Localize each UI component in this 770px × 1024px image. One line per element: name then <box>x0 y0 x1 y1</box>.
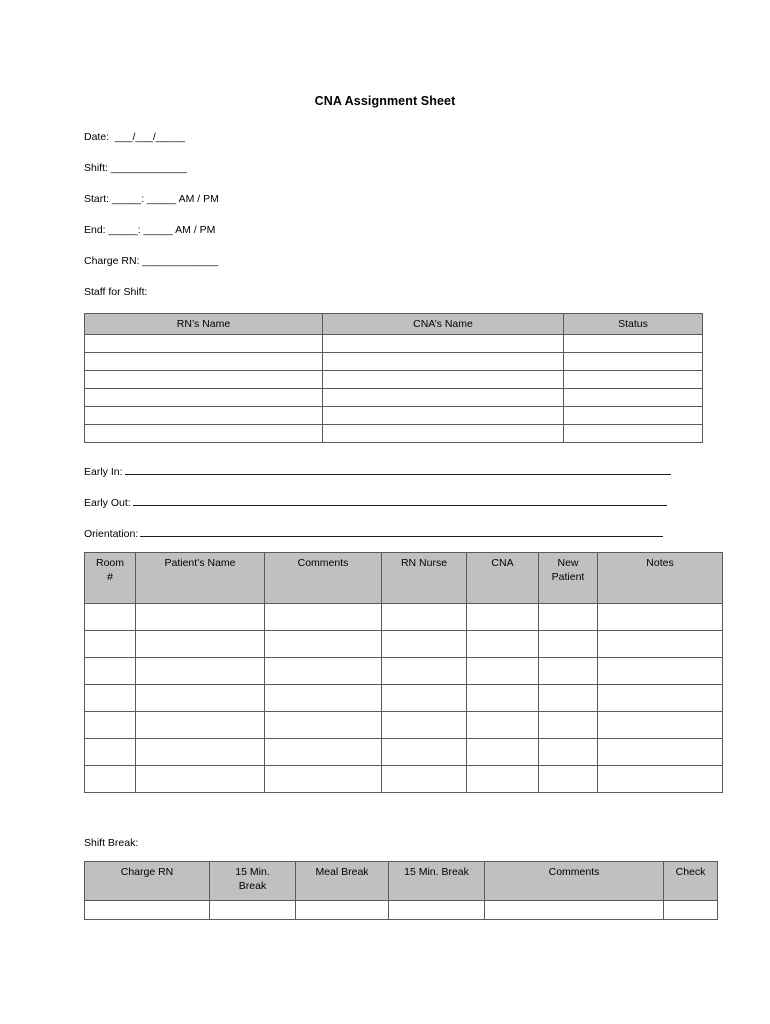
cell-cna-name[interactable] <box>323 335 564 353</box>
cell-comments[interactable] <box>265 739 382 766</box>
column-header-comments: Comments <box>265 553 382 604</box>
staff-for-shift-table <box>84 313 703 443</box>
label-staff-for-shift: Staff for Shift: <box>84 286 148 298</box>
field-charge-rn: Charge RN: _____________ <box>84 255 219 267</box>
field-early-in-label: Early In: <box>84 466 123 478</box>
table-row <box>85 335 703 353</box>
page-title: CNA Assignment Sheet <box>314 94 456 108</box>
cell-rn-nurse[interactable] <box>382 712 467 739</box>
patient-assignment-table <box>84 552 723 793</box>
cell-status[interactable] <box>564 425 703 443</box>
cell-patient-name[interactable] <box>136 712 265 739</box>
cell-cna[interactable] <box>467 739 539 766</box>
table-row <box>85 901 718 920</box>
cell-notes[interactable] <box>598 631 723 658</box>
table-row <box>85 604 723 631</box>
field-early-in <box>84 463 671 479</box>
table-row <box>85 353 703 371</box>
cell-new-patient[interactable] <box>539 739 598 766</box>
field-orientation <box>84 525 663 541</box>
table-row <box>85 407 703 425</box>
cell-meal-break[interactable] <box>296 901 389 920</box>
cell-rn-name[interactable] <box>85 353 323 371</box>
cell-patient-name[interactable] <box>136 631 265 658</box>
table-row <box>85 658 723 685</box>
table-row <box>85 766 723 793</box>
cell-notes[interactable] <box>598 658 723 685</box>
column-header-rn-nurse: RN Nurse <box>382 553 467 604</box>
column-header-status: Status <box>564 314 703 335</box>
cell-new-patient[interactable] <box>539 712 598 739</box>
cell-rn-nurse[interactable] <box>382 658 467 685</box>
cell-rn-name[interactable] <box>85 335 323 353</box>
cell-status[interactable] <box>564 353 703 371</box>
column-header-comments: Comments <box>485 862 664 901</box>
table-row <box>85 685 723 712</box>
column-header-cna-name: CNA’s Name <box>323 314 564 335</box>
cell-patient-name[interactable] <box>136 685 265 712</box>
cell-cna[interactable] <box>467 631 539 658</box>
cell-status[interactable] <box>564 371 703 389</box>
cell-notes[interactable] <box>598 739 723 766</box>
cell-notes[interactable] <box>598 685 723 712</box>
column-header-patient-name: Patient’s Name <box>136 553 265 604</box>
field-early-out <box>84 494 667 510</box>
column-header-room-number: Room # <box>85 553 136 604</box>
cell-patient-name[interactable] <box>136 658 265 685</box>
cell-cna[interactable] <box>467 658 539 685</box>
cell-second-15-min-break[interactable] <box>389 901 485 920</box>
cell-room-number[interactable] <box>85 685 136 712</box>
cell-notes[interactable] <box>598 712 723 739</box>
cell-room-number[interactable] <box>85 766 136 793</box>
cell-rn-nurse[interactable] <box>382 604 467 631</box>
label-shift-break: Shift Break: <box>84 837 139 849</box>
field-early-out-rule[interactable] <box>133 494 667 506</box>
cell-cna[interactable] <box>467 685 539 712</box>
shift-break-table <box>84 861 718 920</box>
column-header-notes: Notes <box>598 553 723 604</box>
cell-new-patient[interactable] <box>539 631 598 658</box>
cell-rn-name[interactable] <box>85 425 323 443</box>
table-header-row <box>85 553 723 604</box>
cell-comments[interactable] <box>265 766 382 793</box>
table-row <box>85 425 703 443</box>
cell-comments[interactable] <box>265 712 382 739</box>
field-date: Date: ___/___/_____ <box>84 131 186 143</box>
cell-status[interactable] <box>564 389 703 407</box>
cell-patient-name[interactable] <box>136 604 265 631</box>
cell-cna[interactable] <box>467 766 539 793</box>
column-header-new-patient: New Patient <box>539 553 598 604</box>
cell-rn-name[interactable] <box>85 371 323 389</box>
field-shift: Shift: _____________ <box>84 162 187 174</box>
cell-comments[interactable] <box>265 631 382 658</box>
cell-new-patient[interactable] <box>539 658 598 685</box>
cell-rn-nurse[interactable] <box>382 685 467 712</box>
table-row <box>85 631 723 658</box>
cell-comments[interactable] <box>265 658 382 685</box>
cell-cna[interactable] <box>467 712 539 739</box>
column-header-rn-name: RN’s Name <box>85 314 323 335</box>
table-row <box>85 389 703 407</box>
cell-comments[interactable] <box>265 685 382 712</box>
cell-room-number[interactable] <box>85 631 136 658</box>
field-early-out-label: Early Out: <box>84 497 131 509</box>
cell-cna-name[interactable] <box>323 425 564 443</box>
field-orientation-label: Orientation: <box>84 528 139 540</box>
cell-status[interactable] <box>564 407 703 425</box>
cell-room-number[interactable] <box>85 739 136 766</box>
cell-new-patient[interactable] <box>539 604 598 631</box>
cell-room-number[interactable] <box>85 712 136 739</box>
cell-room-number[interactable] <box>85 604 136 631</box>
column-header-first-15-min-break: 15 Min. Break <box>210 862 296 901</box>
column-header-second-15-min-break: 15 Min. Break <box>389 862 485 901</box>
cell-rn-nurse[interactable] <box>382 631 467 658</box>
column-header-charge-rn: Charge RN <box>85 862 210 901</box>
cell-status[interactable] <box>564 335 703 353</box>
cell-cna-name[interactable] <box>323 371 564 389</box>
field-orientation-rule[interactable] <box>140 525 663 537</box>
field-start-time: Start: _____: _____ AM / PM <box>84 193 219 205</box>
cell-new-patient[interactable] <box>539 685 598 712</box>
cell-comments[interactable] <box>265 604 382 631</box>
cell-cna-name[interactable] <box>323 353 564 371</box>
table-row <box>85 371 703 389</box>
column-header-cna: CNA <box>467 553 539 604</box>
cell-patient-name[interactable] <box>136 739 265 766</box>
table-row <box>85 712 723 739</box>
column-header-check: Check <box>664 862 718 901</box>
cell-cna[interactable] <box>467 604 539 631</box>
cell-room-number[interactable] <box>85 658 136 685</box>
cell-notes[interactable] <box>598 604 723 631</box>
cell-first-15-min-break[interactable] <box>210 901 296 920</box>
cell-new-patient[interactable] <box>539 766 598 793</box>
cell-cna-name[interactable] <box>323 407 564 425</box>
column-header-meal-break: Meal Break <box>296 862 389 901</box>
table-row <box>85 739 723 766</box>
cell-cna-name[interactable] <box>323 389 564 407</box>
cell-patient-name[interactable] <box>136 766 265 793</box>
cell-comments[interactable] <box>485 901 664 920</box>
cell-rn-nurse[interactable] <box>382 739 467 766</box>
cell-rn-name[interactable] <box>85 389 323 407</box>
cell-check[interactable] <box>664 901 718 920</box>
table-header-row <box>85 314 703 335</box>
cell-rn-name[interactable] <box>85 407 323 425</box>
field-early-in-rule[interactable] <box>125 463 671 475</box>
cell-rn-nurse[interactable] <box>382 766 467 793</box>
cell-charge-rn[interactable] <box>85 901 210 920</box>
table-header-row <box>85 862 718 901</box>
field-end-time: End: _____: _____ AM / PM <box>84 224 216 236</box>
cell-notes[interactable] <box>598 766 723 793</box>
